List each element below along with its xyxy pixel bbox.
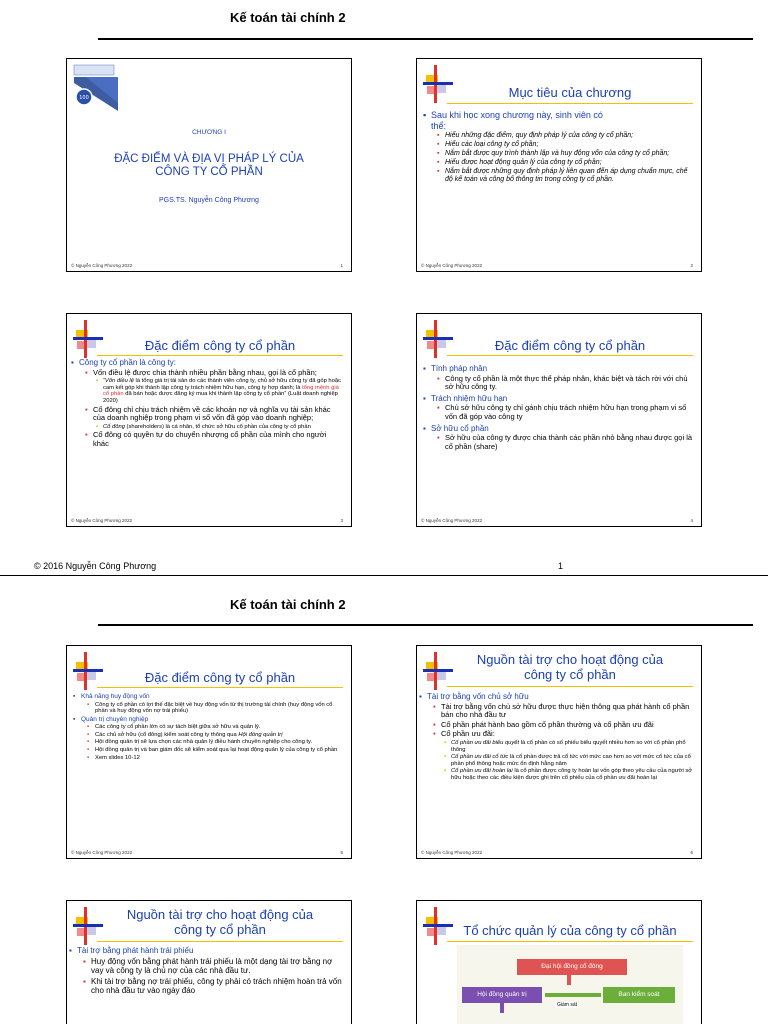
objective-intro-line2: thể: — [431, 120, 447, 131]
slide-org-structure — [416, 900, 702, 1024]
slide-title: Đặc điểm công ty cổ phần — [144, 338, 296, 353]
org-arrow — [500, 1003, 504, 1013]
sub-bullet — [419, 740, 693, 753]
slide-title-line1: Nguồn tài trợ cho hoạt động của — [126, 907, 314, 922]
sub-bullet — [71, 424, 343, 431]
org-node-shareholders-meeting: Đại hội đồng cổ đông — [517, 959, 627, 975]
term: Cổ phần ưu đãi biểu quyết — [451, 739, 520, 746]
section-heading: ▪ Tính pháp nhân — [423, 365, 693, 374]
objective-item: ▪ Hiểu những đặc điểm, quy định pháp lý của công ty cổ phần; — [423, 132, 693, 140]
title-underline — [97, 355, 343, 356]
slide-footer: © Nguyễn Công Phương 2022 — [421, 263, 483, 268]
slide-number: 2 — [690, 263, 693, 268]
title-underline — [97, 941, 343, 942]
footer-page-number: 1 — [558, 561, 564, 571]
slide-body — [423, 364, 693, 451]
definition: là cổ phần được công ty hoàn lại vốn góp theo yêu cầu của người sở hữu hoặc theo các điều kiện được ghi trên cổ phiếu của cổ phần ưu đãi hoàn lại — [451, 768, 693, 781]
cover-title — [87, 153, 331, 179]
cover-title-line1: ĐẶC ĐIỂM VÀ ĐỊA VỊ PHÁP LÝ CỦA — [114, 153, 304, 165]
org-link-label: Giám sát — [557, 1002, 578, 1008]
page-header: Kế toán tài chính 2 — [230, 597, 346, 612]
objective-item: ▪ Hiểu được hoạt động quản lý của công ty cổ phần; — [423, 159, 693, 167]
section-heading: ▪ Tài trợ bằng phát hành trái phiếu — [69, 947, 343, 956]
slide-body — [423, 109, 693, 184]
svg-text:100: 100 — [79, 95, 89, 101]
sub-bullet — [419, 768, 693, 781]
footer-rule — [0, 575, 768, 576]
bullet: ▪ Cổ phần ưu đãi: — [419, 730, 693, 739]
bullet: ▪ Vốn điều lệ được chia thành nhiều phần bằng nhau, gọi là cổ phần; — [71, 369, 343, 378]
objective-intro — [423, 110, 693, 131]
slide-financing-equity — [416, 645, 702, 859]
title-underline — [447, 686, 693, 687]
bullet: ▪ Xem slides 10-12 — [73, 755, 343, 762]
bullet: ▪ Khi tài trợ bằng nợ trái phiếu, công ty phải có trách nhiệm hoàn trả vốn cho nhà đầu tư vào ngày đáo — [69, 977, 343, 996]
bullet: ▪ Các công ty cổ phần lớn có sự tách biệt giữa sở hữu và quản lý. — [73, 724, 343, 731]
slide-characteristics-3 — [66, 645, 352, 859]
chapter-label: CHƯƠNG I — [192, 129, 226, 136]
slide-title-line1: Nguồn tài trợ cho hoạt động của — [476, 652, 664, 667]
slide-decoration — [73, 652, 99, 690]
slide-title-line2: công ty cổ phần — [524, 667, 616, 682]
org-arrow — [545, 993, 601, 997]
highlight: tổng mệnh giá cổ phần — [103, 384, 339, 398]
sub-bullet — [419, 754, 693, 767]
bullet: ▪ Tài trợ bằng vốn chủ sở hữu được thực hiện thông qua phát hành cổ phần bán cho nhà đầu tư — [419, 703, 693, 720]
slide-number: 6 — [690, 850, 693, 855]
org-chart — [457, 945, 683, 1024]
slide-title-line2: công ty cổ phần — [174, 922, 266, 937]
bullet: ▪ Hội đồng quản trị và ban giám đốc sẽ kiểm soát qua lại hoạt động quản lý của công ty cổ phần — [73, 747, 343, 754]
slide-number: 5 — [340, 850, 343, 855]
term: “Vốn điều lệ — [103, 378, 134, 385]
slide-characteristics-1 — [66, 313, 352, 527]
slide-decoration — [423, 65, 449, 103]
slide-decoration — [423, 907, 449, 945]
bullet: ▪ Chủ sở hữu công ty chỉ gánh chịu trách nhiệm hữu hạn trong phạm vi số vốn đã góp vào công ty — [423, 404, 693, 421]
bullet: ▪ Cổ đông có quyền tự do chuyển nhượng cổ phần của mình cho người khác — [71, 431, 343, 448]
slide-number: 4 — [690, 518, 693, 523]
page-header: Kế toán tài chính 2 — [230, 10, 346, 25]
cover-author: PGS.TS. Nguyễn Công Phương — [159, 197, 259, 204]
slide-decoration — [73, 320, 99, 358]
objective-item: ▪ Nắm bắt được những quy định pháp lý liên quan đến áp dụng chuẩn mực, chế độ kế toán và công bố thông tin trong công ty cổ phần. — [423, 168, 693, 184]
definition-end: đã bán hoặc được đăng ký mua khi thành lập công ty cổ phần” (Luật doanh nghiệp 2020) — [103, 391, 338, 404]
section-heading: ▪ Công ty cổ phần là công ty: — [71, 359, 343, 368]
slide-footer: © Nguyễn Công Phương 2022 — [71, 518, 133, 523]
slide-footer: © Nguyễn Công Phương 2022 — [71, 850, 133, 855]
section-heading: ▪ Khả năng huy động vốn — [73, 693, 343, 701]
org-node-board: Hội đồng quản trị — [462, 987, 542, 1003]
slide-body — [69, 946, 343, 996]
section-heading: ▪ Quản trị chuyên nghiệp — [73, 716, 343, 724]
objective-intro-line1: ▪ Sau khi học xong chương này, sinh viên có — [431, 110, 603, 120]
title-underline — [97, 687, 343, 688]
section-heading: ▪ Sở hữu cổ phần — [423, 425, 693, 434]
slide-footer: © Nguyễn Công Phương 2022 — [421, 850, 483, 855]
slide-title: Tổ chức quản lý của công ty cổ phần — [463, 923, 677, 938]
header-rule — [98, 624, 753, 626]
slide-decoration — [423, 652, 449, 690]
slide-cover — [66, 58, 352, 272]
org-node-supervisory: Ban kiểm soát — [603, 987, 675, 1003]
slide-decoration — [73, 907, 99, 945]
slide-footer: © Nguyễn Công Phương 2022 — [421, 518, 483, 523]
bullet: ▪ Công ty cổ phần là một thực thể pháp nhân, khác biệt và tách rời với chủ sở hữu công ty. — [423, 375, 693, 392]
bullet: ▪ Cổ đông chỉ chịu trách nhiệm về các khoản nợ và nghĩa vụ tài sản khác của doanh nghiệp trong phạm vi số vốn đã góp vào doanh nghiệp; — [71, 406, 343, 423]
term: Cổ phần ưu đãi hoàn lại — [451, 768, 513, 775]
definition: là cổ phần có số phiếu biểu quyết nhiều hơn so với cổ phần phổ thông — [451, 739, 686, 753]
university-logo — [72, 63, 120, 111]
bullet — [73, 732, 343, 739]
title-underline — [447, 103, 693, 104]
sub-bullet — [71, 378, 343, 404]
slide-objectives — [416, 58, 702, 272]
objective-item: ▪ Nắm bắt được quy trình thành lập và huy động vốn của công ty cổ phần; — [423, 150, 693, 158]
slide-body — [73, 692, 343, 761]
definition: (shareholders) là cá nhân, tổ chức sở hữu cổ phần của công ty cổ phần — [124, 423, 311, 430]
cover-title-line2: CÔNG TY CỔ PHẦN — [155, 166, 263, 178]
section-heading: ▪ Tài trợ bằng vốn chủ sở hữu — [419, 693, 693, 702]
objective-item: ▪ Hiểu các loại công ty cổ phần; — [423, 141, 693, 149]
section-heading: ▪ Trách nhiệm hữu hạn — [423, 395, 693, 404]
definition: là tổng giá trị tài sản do các thành viên công ty, chủ sở hữu công ty đã góp hoặc cam kết góp khi thành lập công ty trách nhiệm hữu hạn, công ty hợp danh; là — [103, 378, 341, 391]
slide-financing-bonds — [66, 900, 352, 1024]
slide-title: Mục tiêu của chương — [508, 85, 632, 100]
slide-title: Đặc điểm công ty cổ phần — [494, 338, 646, 353]
bullet: ▪ Cổ phần phát hành bao gồm cổ phần thường và cổ phần ưu đãi — [419, 721, 693, 730]
bullet: ▪ Huy động vốn bằng phát hành trái phiếu là một dạng tài trợ bằng nợ vay và công ty là chủ nợ của các nhà đầu tư. — [69, 957, 343, 976]
slide-body — [71, 358, 343, 449]
slide-footer: © Nguyễn Công Phương 2022 — [71, 263, 133, 268]
slide-number: 3 — [340, 518, 343, 523]
term: Cổ phần ưu đãi cổ tức — [451, 754, 509, 761]
title-underline — [447, 941, 693, 942]
bullet: ▪ Hội đồng quản trị sẽ lựa chọn các nhà quản lý điều hành chuyên nghiệp cho công ty. — [73, 739, 343, 746]
bullet: ▪ Công ty cổ phần có lợi thế đặc biệt về huy động vốn từ thị trường tài chính (huy động vốn cổ phần và huy động vốn nợ trái phiếu) — [73, 702, 343, 715]
title-underline — [447, 355, 693, 356]
bullet: ▪ Sở hữu của công ty được chia thành các phần nhỏ bằng nhau được gọi là cổ phần (share) — [423, 434, 693, 451]
header-rule — [98, 38, 753, 40]
slide-title — [447, 652, 693, 682]
org-arrow — [567, 975, 571, 985]
slide-title: Đặc điểm công ty cổ phần — [144, 670, 296, 685]
bullet-text: Các chủ sở hữu (cổ đông) kiểm soát công ty thông qua — [95, 731, 239, 738]
slide-body — [419, 692, 693, 782]
slide-title — [97, 907, 343, 937]
slide-number: 1 — [340, 263, 343, 268]
definition: là cổ phần được trả cổ tức với mức cao hơn so với mức cổ tức của cổ phần phổ thông hoặc mức ổn định hằng năm — [451, 754, 691, 767]
term: Cổ đông — [103, 423, 125, 430]
term: Hội đồng quản trị — [238, 731, 283, 738]
slide-decoration — [423, 320, 449, 358]
slide-characteristics-2 — [416, 313, 702, 527]
footer-copyright: © 2016 Nguyễn Công Phương — [34, 561, 157, 571]
